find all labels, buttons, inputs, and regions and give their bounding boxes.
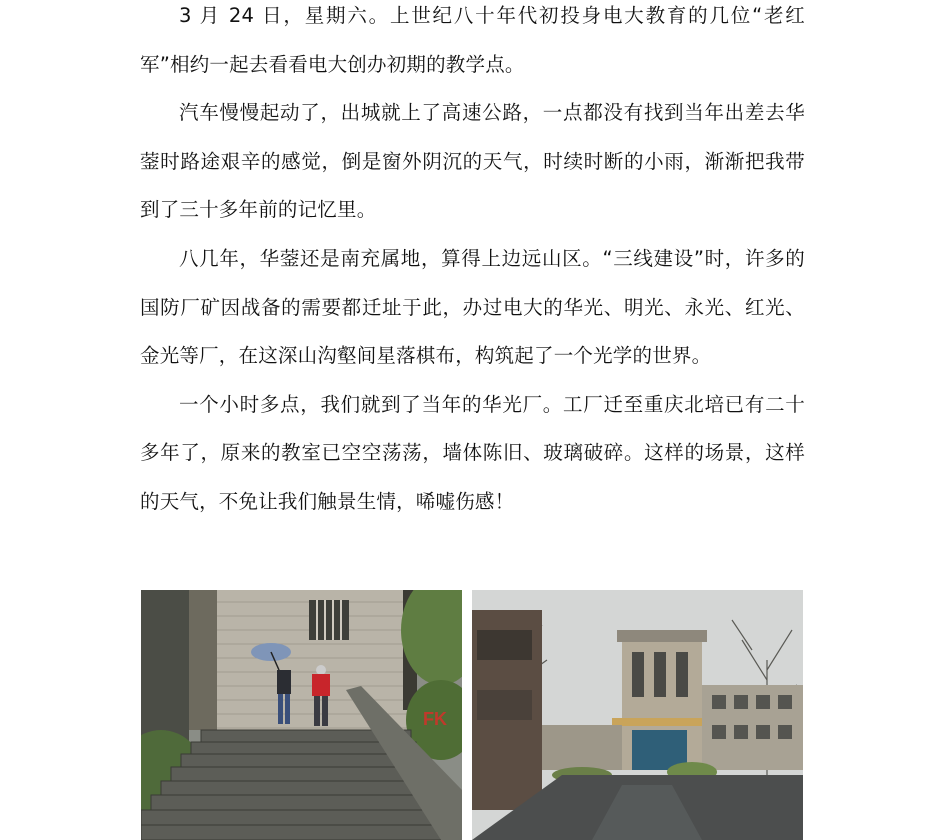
photo-row [141, 590, 803, 840]
paragraph: 八几年，华蓥还是南充属地，算得上边远山区。“三线建设”时，许多的国防厂矿因战备的需要都迁址于此，办过电大的华光、明光、永光、红光、金光等厂，在这深山沟壑间星落棋布，构筑起了一个光学的世界。 [140, 246, 805, 368]
photo-staircase [141, 590, 462, 840]
factory-illustration [472, 590, 803, 840]
paragraph: 3 月 24 日，星期六。上世纪八十年代初投身电大教育的几位“老红军”相约一起去看看电大创办初期的教学点。 [140, 4, 805, 76]
staircase-illustration [141, 590, 462, 840]
photo-factory [472, 590, 803, 840]
paragraph: 汽车慢慢起动了，出城就上了高速公路，一点都没有找到当年出差去华蓥时路途艰辛的感觉，倒是窗外阴沉的天气，时续时断的小雨，渐渐把我带到了三十多年前的记忆里。 [140, 101, 805, 222]
graffiti-text: FK [423, 709, 447, 729]
article-body [140, 0, 805, 527]
paragraph: 一个小时多点，我们就到了当年的华光厂。工厂迁至重庆北培已有二十多年了，原来的教室已空空荡荡，墙体陈旧、玻璃破碎。这样的场景，这样的天气，不免让我们触景生情，唏嘘伤感！ [140, 392, 805, 513]
